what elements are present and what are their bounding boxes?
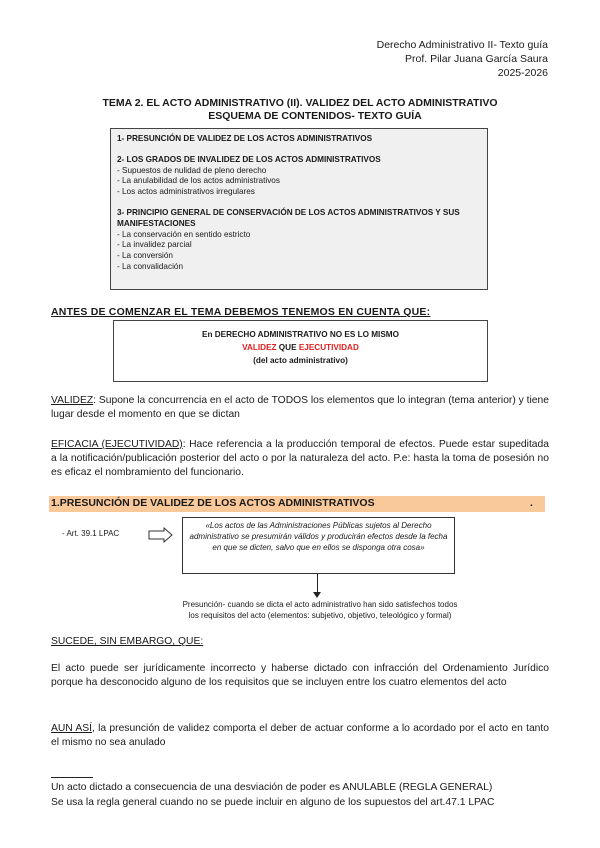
validez-word: VALIDEZ [242,343,277,352]
distinction-compare [114,341,487,354]
outline-item: - Los actos administrativos irregulares [117,187,255,197]
validez-text: : Supone la concurrencia en el acto de TODOS los elementos que lo integran (tema anterior) y tiene lugar desde el momento en que se dictan [51,395,549,421]
article-label: - Art. 39.1 LPAC [62,529,120,538]
outline-item: - La anulabilidad de los actos administrativos [117,176,280,186]
eficacia-term: EFICACIA (EJECUTIVIDAD) [51,439,183,450]
outline-item: - La conversión [117,251,173,261]
course-name: Derecho Administrativo II- Texto guía [376,39,548,51]
sucede-paragraph: El acto puede ser jurídicamente incorrecto y haberse dictado con infracción del Ordenamiento Jurídico porque ha desconocido alguno de los requisitos que se incluyen entre los cuatro elementos del acto [51,663,549,689]
section-1-dot: . [530,497,533,509]
outline-item: - La invalidez parcial [117,240,192,250]
article-quote-box: «Los actos de las Administraciones Públicas sujetos al Derecho administrativo se presumirán válidos y producirán efectos desde la fecha en que se dicten, salvo que en ellos se disponga otra cosa» [182,517,455,574]
distinction-line: En DERECHO ADMINISTRATIVO NO ES LO MISMO [202,330,399,339]
aun-asi-term: AUN ASÍ [51,723,93,734]
distinction-box [113,320,488,382]
outline-item: - Supuestos de nulidad de pleno derecho [117,165,267,175]
ejecutividad-word: EJECUTIVIDAD [298,343,359,352]
validez-term: VALIDEZ [51,395,94,406]
antes-heading: ANTES DE COMENZAR EL TEMA DEBEMOS TENEMOS EN CUENTA QUE: [51,306,431,318]
distinction-note: (del acto administrativo) [253,356,348,365]
professor-name: Prof. Pilar Juana García Saura [405,53,548,65]
down-arrow-icon [313,592,321,598]
footnote-rule [51,777,93,778]
academic-year: 2025-2026 [497,67,548,79]
outline-item: - La conservación en sentido estricto [117,229,251,239]
footnote-line-1: Un acto dictado a consecuencia de una desviación de poder es ANULABLE (REGLA GENERAL) [51,782,493,793]
aun-asi-paragraph [51,722,549,750]
eficacia-text: : Hace referencia a la producción temporal de efectos. Puede estar supeditada a la notificación/publicación posterior del acto o por la naturaleza del acto. P.e: hasta la toma de posesión no es eficaz el nombramiento del funcionario. [51,439,549,479]
doc-header [377,38,548,80]
presuncion-note: Presunción- cuando se dicta el acto administrativo han sido satisfechos todos los requisitos del acto (elementos: subjetivo, objetivo, teleológico y formal) [182,600,458,620]
eficacia-paragraph [51,438,549,481]
outline-item: - La convalidación [117,261,183,271]
contents-outline [110,128,488,290]
outline-section-2: 2- LOS GRADOS DE INVALIDEZ DE LOS ACTOS ADMINISTRATIVOS [117,154,381,164]
right-arrow-icon [148,527,174,543]
topic-title: TEMA 2. EL ACTO ADMINISTRATIVO (II). VALIDEZ DEL ACTO ADMINISTRATIVO [102,97,498,109]
topic-subtitle: ESQUEMA DE CONTENIDOS- TEXTO GUÍA [208,110,422,122]
aun-asi-text: , la presunción de validez comporta el deber de actuar conforme a lo acordado por el acto en tanto el mismo no sea anulado [51,723,549,749]
validez-paragraph [51,394,549,422]
que-word: QUE [276,343,299,352]
outline-section-1: 1- PRESUNCIÓN DE VALIDEZ DE LOS ACTOS ADMINISTRATIVOS [117,134,373,143]
sucede-heading: SUCEDE, SIN EMBARGO, QUE: [51,636,204,647]
outline-section-3: 3- PRINCIPIO GENERAL DE CONSERVACIÓN DE LOS ACTOS ADMINISTRATIVOS Y SUS MANIFESTACIONES [117,207,460,228]
section-1-title: 1.PRESUNCIÓN DE VALIDEZ DE LOS ACTOS ADMINISTRATIVOS [51,497,375,509]
footnote-line-2: Se usa la regla general cuando no se puede incluir en alguno de los supuestos del art.47.1 LPAC [51,797,495,808]
